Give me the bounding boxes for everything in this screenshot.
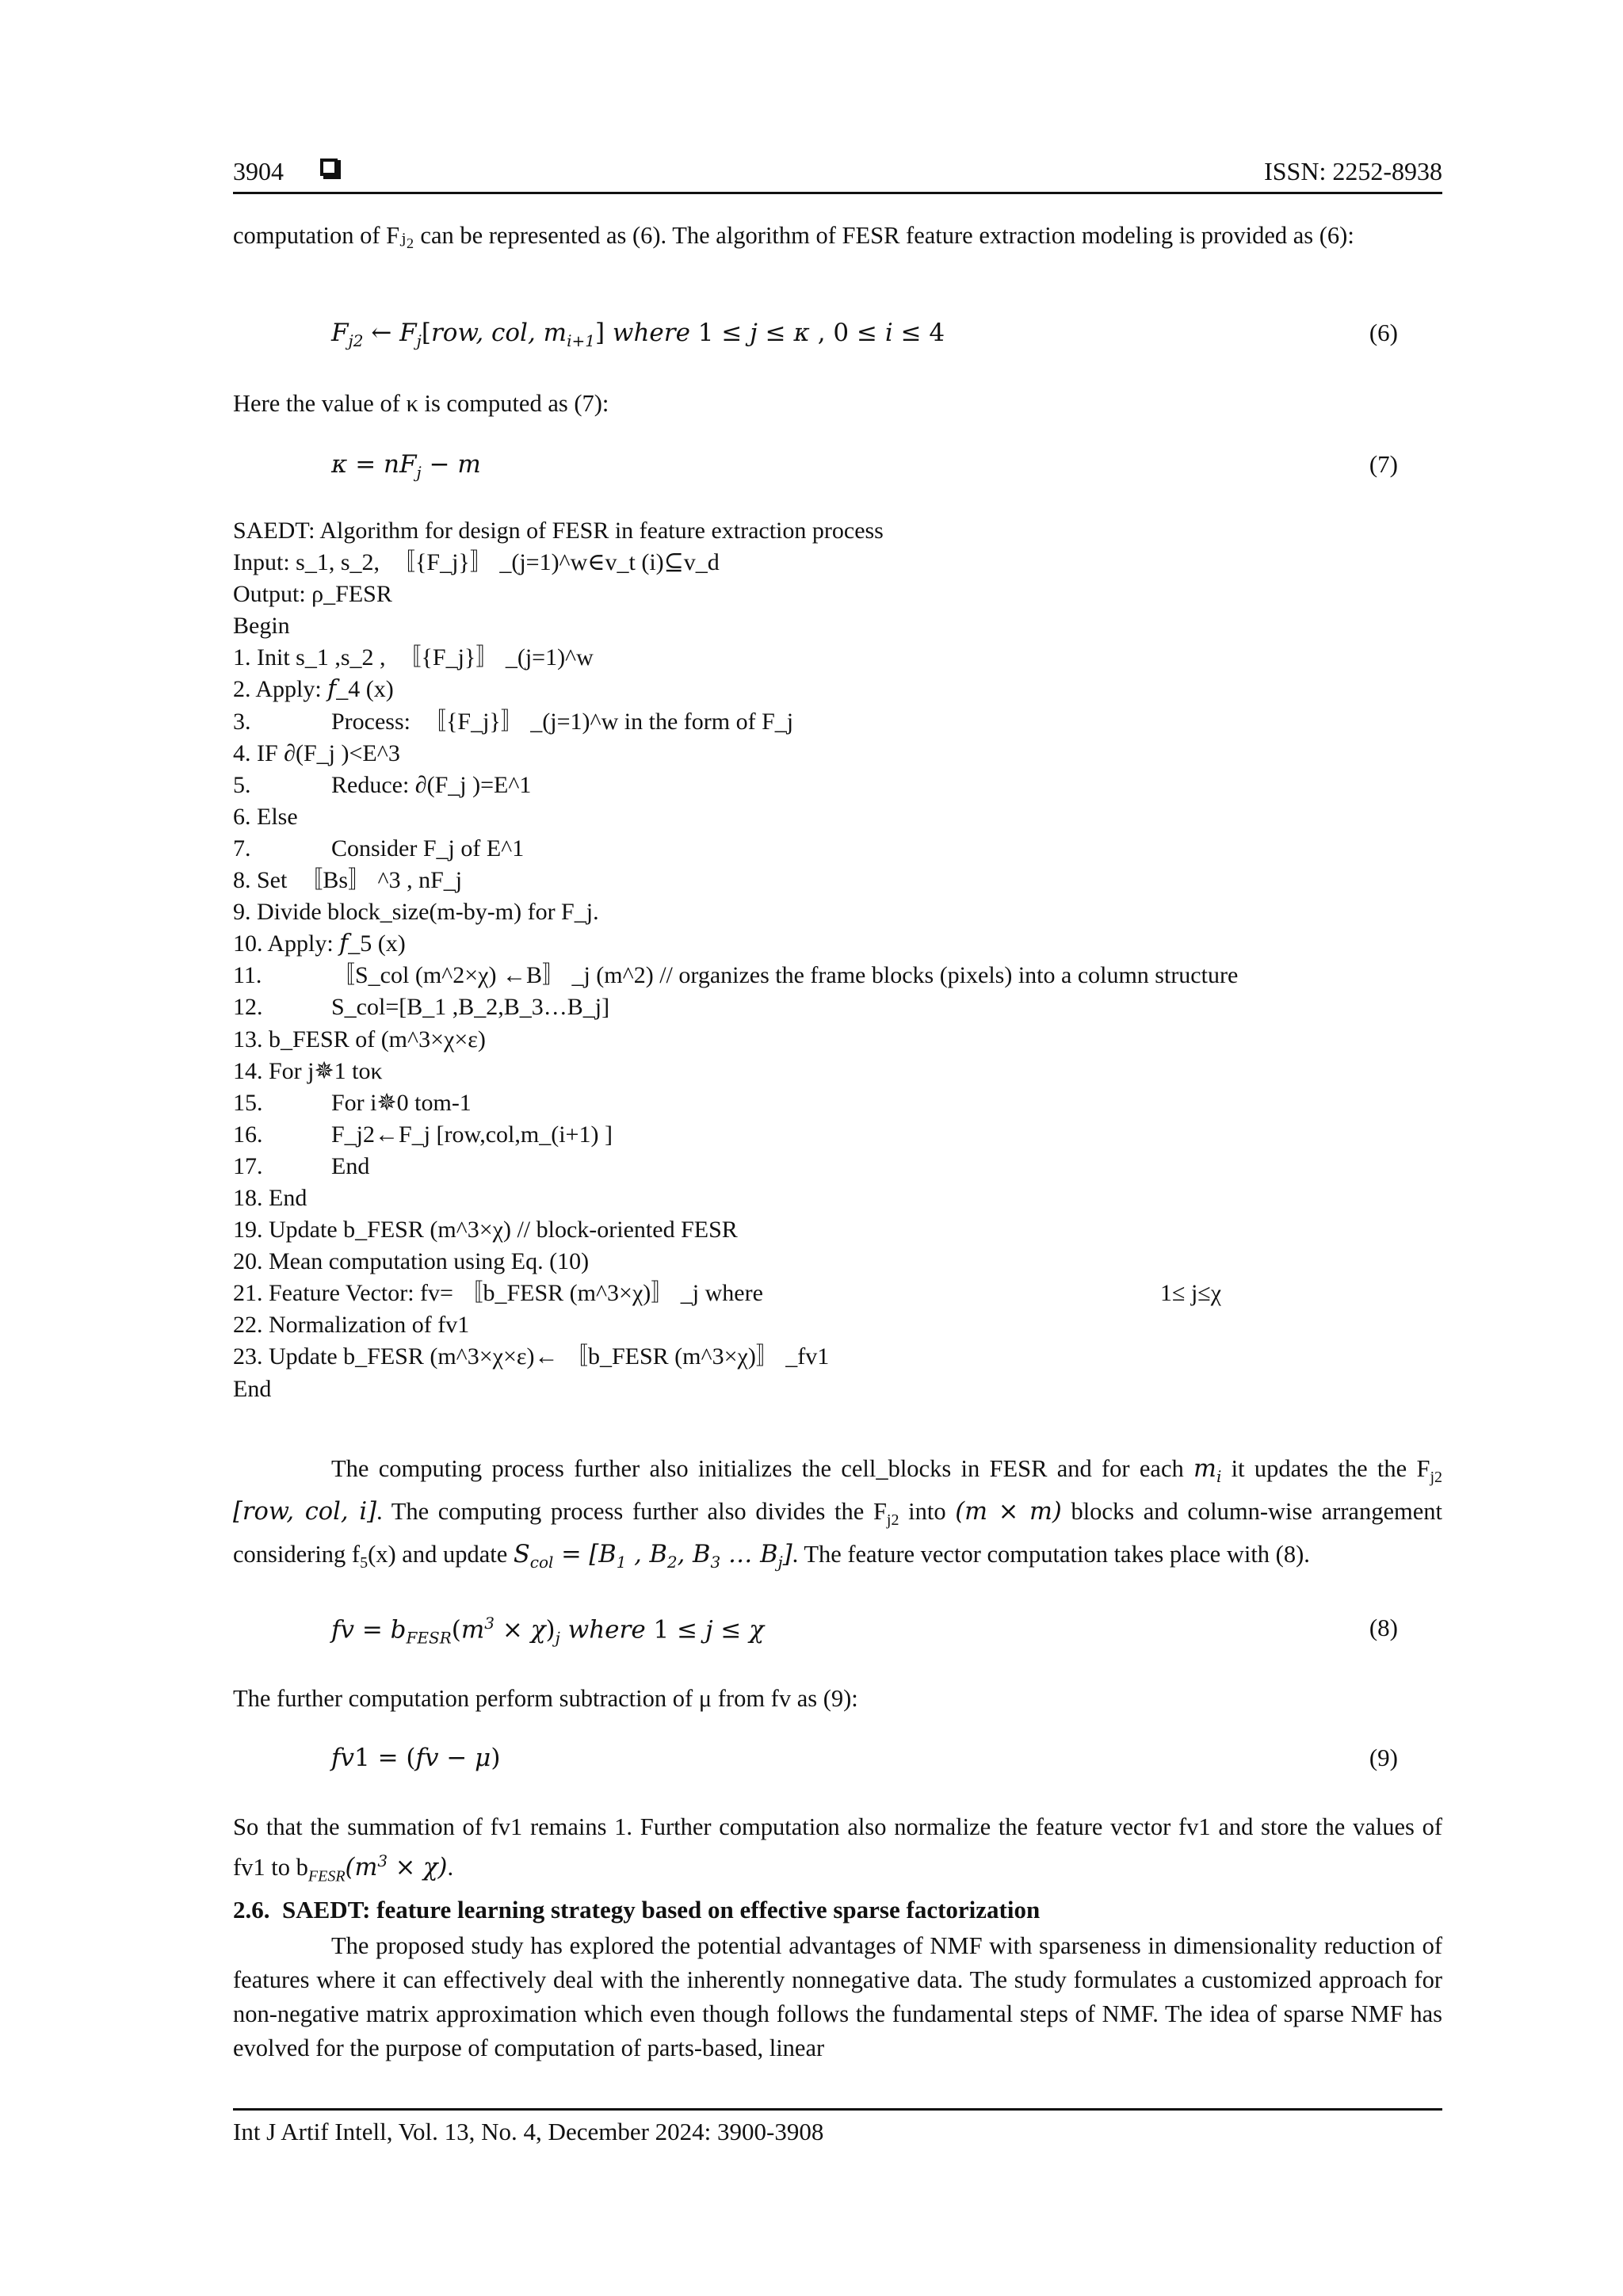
algorithm-line: 22. Normalization of fv1 — [233, 1312, 470, 1339]
equation-9-body: fv1 = (fv − μ) — [331, 1744, 501, 1772]
issn-label: ISSN: 2252-8938 — [1264, 157, 1442, 185]
equation-9 — [331, 1744, 1398, 1780]
summation-paragraph: So that the summation of fv1 remains 1. Further computation also normalize the feature vector fv1 and store the values of fv1 to $b_{FESR}(m^3 \times \chi)$. — [233, 1813, 1442, 1885]
equation-7 — [331, 450, 1398, 487]
equation-6 — [331, 319, 1398, 355]
algorithm-line: End — [233, 1375, 272, 1402]
algorithm-line: SAEDT: Algorithm for design of FESR in feature extraction process — [233, 518, 884, 544]
algorithm-line: 16. F_j2←F_j [row,col,m_(i+1) ] — [233, 1121, 613, 1148]
nmf-paragraph: The proposed study has explored the potential advantages of NMF with sparseness in dimensionality reduction of features where it can effectively deal with the inherently nonnegative data. The study formulates a customized approach for non-negative matrix approximation which even though follows the fundamental steps of NMF. The idea of sparse NMF has evolved for the purpose of computation of parts-based, linear — [233, 1932, 1442, 2061]
algorithm-line: 19. Update b_FESR (m^3×χ) // block-oriented FESR — [233, 1217, 738, 1244]
algorithm-line: 21. Feature Vector: fv= 〚b_FESR (m^3×χ)〛 _j where 1≤ j≤χ — [233, 1280, 1222, 1307]
algorithm-line: 14. For j✵1 toκ — [233, 1057, 383, 1084]
equation-9-number: (9) — [1369, 1744, 1398, 1771]
header-rule — [233, 192, 1442, 194]
equation-6-body: $F_{j2}$ ← $F_j[row$, col, $m_{i+1}$] where 1 ≤ j ≤ κ , 0 ≤ i ≤ 4 — [331, 319, 945, 351]
page-header — [233, 151, 1442, 192]
equation-8-number: (8) — [1369, 1614, 1398, 1641]
algorithm-line: 15. For i✵0 tom-1 — [233, 1089, 472, 1116]
algorithm-line: 7. Consider F_j of E^1 — [233, 835, 525, 861]
algorithm-line: 6. Else — [233, 803, 298, 830]
algorithm-line: 12. S_col=[B_1 ,B_2,B_3…B_j] — [233, 994, 610, 1021]
footer-rule — [233, 2108, 1442, 2111]
algorithm-line: 18. End — [233, 1184, 307, 1211]
algorithm-line: 20. Mean computation using Eq. (10) — [233, 1248, 590, 1275]
algorithm-line: Output: ρ_FESR — [233, 581, 392, 608]
algorithm-line: Input: s_1, s_2, 〚{F_j}〛 _(j=1)^w∈v_t (i)⊆v_d — [233, 549, 720, 576]
computing-process-paragraph: The computing process further also initializes the cell_blocks in FESR and for each $m_i$ it updates the the $F_{j2}$ [row, col, i]. The computing process further also divides the $F_{j2}$ into (m × m) blocks and column-wise arrangement considering $f_5(x)$ and update $S_{col} = [B_1$ , $B_2$, $B_3$ … $B_j$]. The feature vector computation takes place with (8). — [233, 1455, 1443, 1572]
algorithm-line: 17. End — [233, 1152, 370, 1179]
intro-paragraph: computation of Fⱼ₂ can be represented as (6). The algorithm of FESR feature extraction modeling is provided as (6): — [233, 222, 1354, 249]
square-bullet-icon — [320, 159, 338, 176]
equation-6-number: (6) — [1369, 319, 1398, 346]
algorithm-line: 10. Apply: 𝑓_5 (x) — [233, 930, 406, 957]
algorithm-line: 1. Init s_1 ,s_2 , 〚{F_j}〛 _(j=1)^w — [233, 644, 594, 671]
subtraction-paragraph: The further computation perform subtraction of μ from fv as (9): — [233, 1685, 858, 1712]
equation-8 — [331, 1614, 1398, 1650]
algorithm-line: Begin — [233, 613, 290, 640]
equation-7-body: $\kappa = nF_j - m$ — [331, 450, 481, 483]
section-heading: 2.6. SAEDT: feature learning strategy based on effective sparse factorization — [233, 1896, 1041, 1924]
algorithm-line: 13. b_FESR of (m^3×χ×ε) — [233, 1026, 486, 1052]
equation-8-body: fv = $b_{FESR}(m^3 \times \chi)_j$ where 1 ≤ j ≤ χ — [331, 1614, 765, 1648]
page-number: 3904 — [233, 157, 284, 185]
equation-7-number: (7) — [1369, 450, 1398, 478]
algorithm-line: 9. Divide block_size(m-by-m) for F_j. — [233, 899, 599, 926]
algorithm-line: 4. IF ∂(F_j )<E^3 — [233, 739, 400, 766]
algorithm-line: 3. Process: 〚{F_j}〛 _(j=1)^w in the form of F_j — [233, 708, 794, 735]
algorithm-block — [233, 515, 1442, 1405]
kappa-paragraph: Here the value of κ is computed as (7): — [233, 390, 609, 417]
algorithm-line: 23. Update b_FESR (m^3×χ×ε)← 〚b_FESR (m^3×χ)〛 _fv1 — [233, 1343, 830, 1370]
footer-citation: Int J Artif Intell, Vol. 13, No. 4, December 2024: 3900-3908 — [233, 2118, 824, 2145]
algorithm-line: 11. 〚S_col (m^2×χ) ←B〛 _j (m^2) // organizes the frame blocks (pixels) into a column structure — [233, 962, 1239, 989]
algorithm-line: 5. Reduce: ∂(F_j )=E^1 — [233, 771, 532, 798]
algorithm-line: 2. Apply: 𝑓_4 (x) — [233, 676, 394, 703]
algorithm-line: 8. Set 〚Bs〛 ^3 , nF_j — [233, 867, 463, 894]
